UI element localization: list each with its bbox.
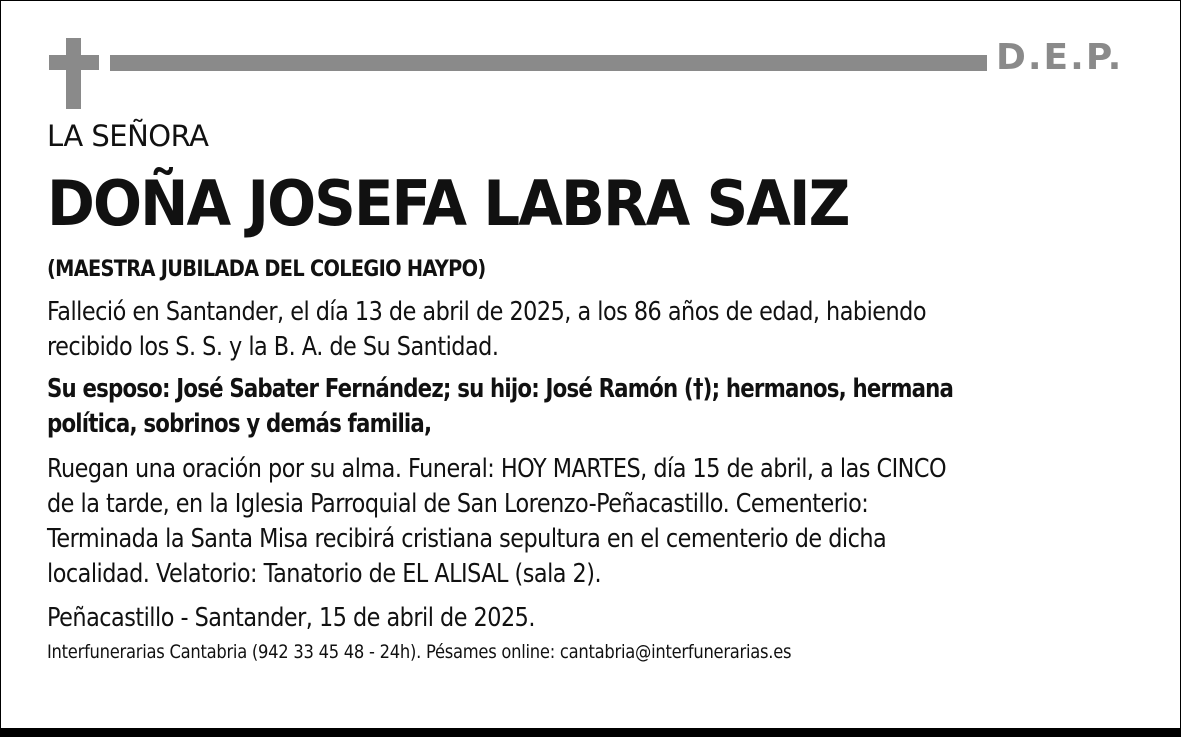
family-line: Su esposo: José Sabater Fernández; su hijo: José Ramón (†); hermanos, hermana [47, 374, 954, 404]
deceased-name: DOÑA JOSEFA LABRA SAIZ [47, 167, 849, 240]
salutation: LA SEÑORA [47, 119, 209, 153]
funeral-line: Terminada la Santa Misa recibirá cristiana sepultura en el cementerio de dicha [47, 524, 887, 554]
death-notice-line: Falleció en Santander, el día 13 de abril de 2025, a los 86 años de edad, habiendo [47, 297, 927, 327]
place-date: Peñacastillo - Santander, 15 de abril de 2025. [47, 603, 535, 633]
death-notice-line: recibido los S. S. y la B. A. de Su Santidad. [47, 332, 499, 362]
funeral-line: de la tarde, en la Iglesia Parroquial de San Lorenzo-Peñacastillo. Cementerio: [47, 489, 869, 519]
funeral-home-contact: Interfunerarias Cantabria (942 33 45 48 - 24h). Pésames online: cantabria@interfunerarias.es [47, 641, 792, 663]
dep-label: D.E.P. [996, 37, 1124, 78]
occupation: (MAESTRA JUBILADA DEL COLEGIO HAYPO) [47, 257, 486, 282]
bottom-border [0, 728, 1181, 737]
funeral-line: Ruegan una oración por su alma. Funeral: HOY MARTES, día 15 de abril, a las CINCO [47, 454, 947, 484]
header-rule [110, 55, 987, 71]
cross-icon [49, 38, 99, 109]
funeral-line: localidad. Velatorio: Tanatorio de EL ALISAL (sala 2). [47, 559, 602, 589]
family-line: política, sobrinos y demás familia, [47, 409, 432, 439]
